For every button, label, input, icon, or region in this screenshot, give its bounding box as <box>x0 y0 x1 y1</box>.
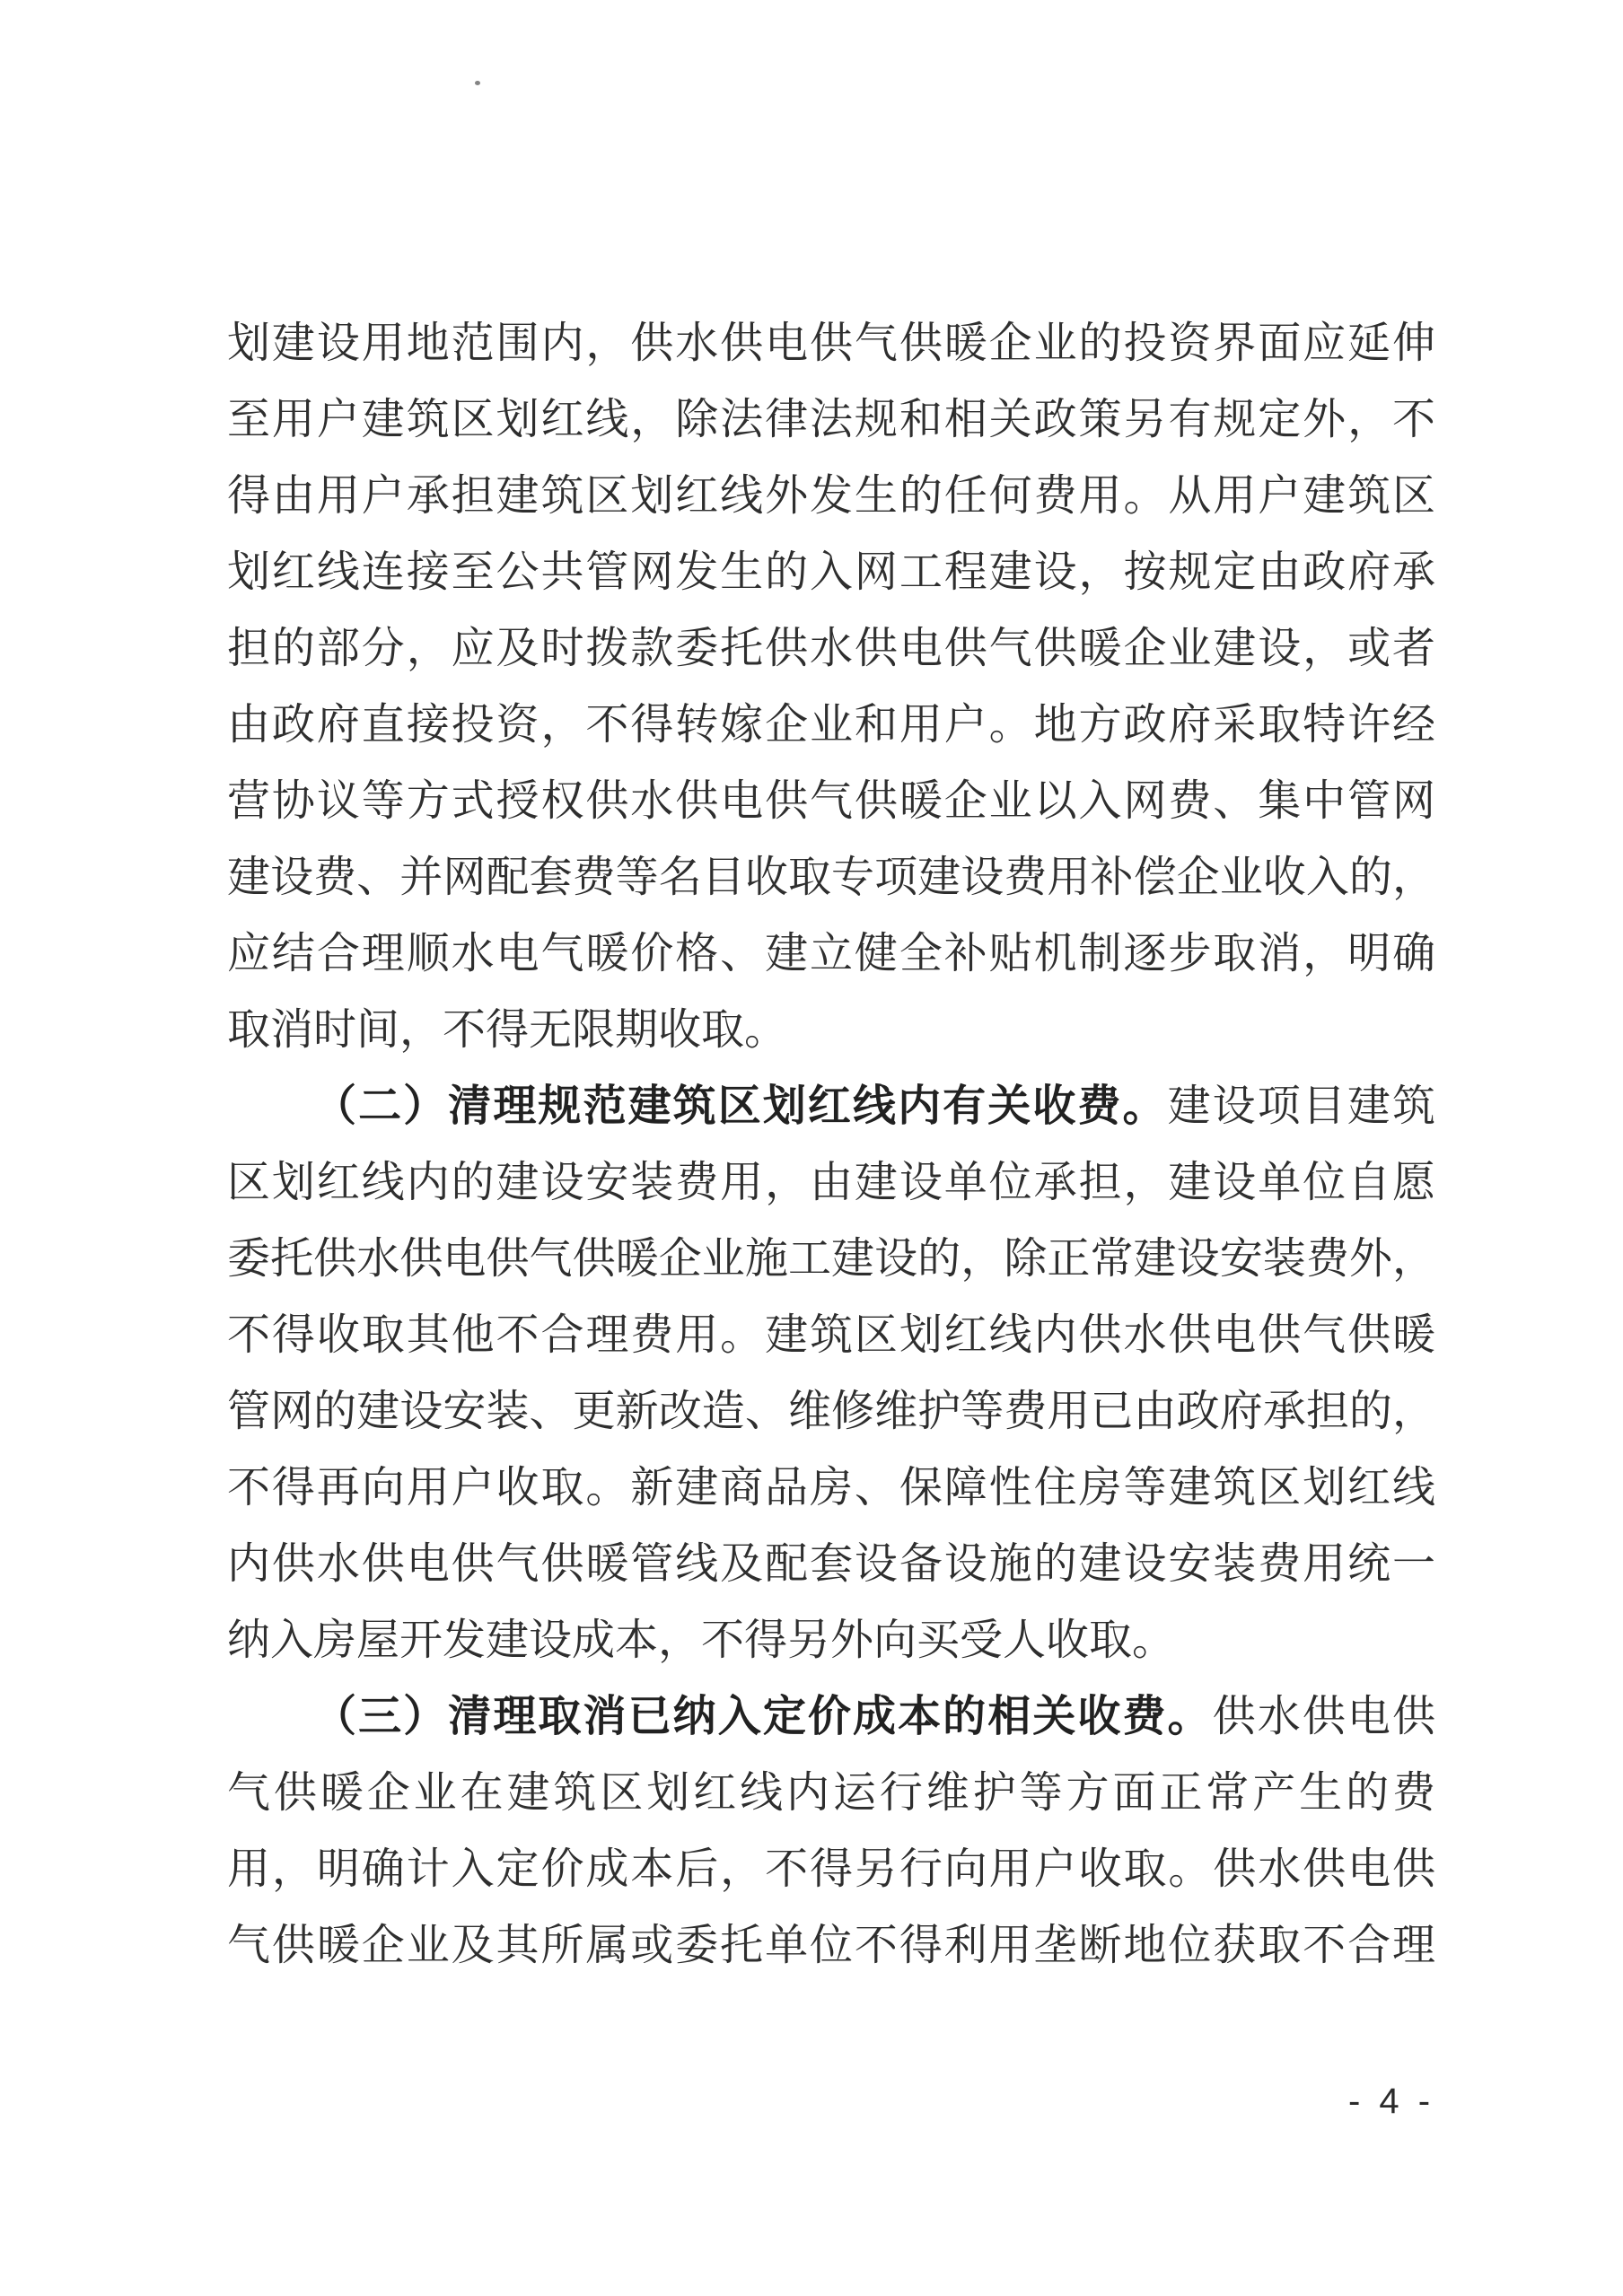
body-text-segment: 得由用户承担建筑区划红线外发生的任何费用。从用户建筑区 <box>227 472 1435 520</box>
text-line <box>227 305 1435 381</box>
body-text-segment: 担的部分，应及时拨款委托供水供电供气供暖企业建设，或者 <box>227 625 1435 672</box>
text-line <box>227 916 1435 992</box>
body-text-segment: 建设费、并网配套费等名目收取专项建设费用补偿企业收入的， <box>227 854 1435 901</box>
section-heading-segment: （三）清理取消已纳入定价成本的相关收费。 <box>313 1693 1213 1740</box>
text-line <box>227 381 1435 458</box>
text-line <box>227 1144 1435 1221</box>
body-text-segment: 区划红线内的建设安装费用，由建设单位承担，建设单位自愿 <box>227 1159 1435 1206</box>
text-line <box>227 1907 1435 1984</box>
text-line <box>227 610 1435 687</box>
body-text-segment: 气供暖企业在建筑区划红线内运行维护等方面正常产生的费 <box>227 1769 1435 1817</box>
text-line <box>227 1373 1435 1450</box>
body-text-segment: 由政府直接投资，不得转嫁企业和用户。地方政府采取特许经 <box>227 701 1435 749</box>
body-text-segment: 营协议等方式授权供水供电供气供暖企业以入网费、集中管网 <box>227 777 1435 825</box>
body-text-segment: 至用户建筑区划红线，除法律法规和相关政策另有规定外，不 <box>227 396 1435 443</box>
text-line <box>227 1602 1435 1678</box>
body-text-segment: 气供暖企业及其所属或委托单位不得利用垄断地位获取不合理 <box>227 1922 1435 1969</box>
text-line <box>227 1221 1435 1297</box>
text-line <box>227 534 1435 610</box>
body-text-segment: 不得收取其他不合理费用。建筑区划红线内供水供电供气供暖 <box>227 1311 1435 1359</box>
body-text-segment: 供水供电供 <box>1212 1693 1435 1740</box>
body-text-segment: 委托供水供电供气供暖企业施工建设的，除正常建设安装费外， <box>227 1235 1435 1283</box>
scan-speck <box>475 81 480 85</box>
body-text-segment: 建设项目建筑 <box>1167 1082 1435 1130</box>
text-line <box>227 687 1435 763</box>
text-line <box>227 763 1435 839</box>
section-heading-segment: （二）清理规范建筑区划红线内有关收费。 <box>313 1082 1168 1130</box>
body-text-segment: 划红线连接至公共管网发生的入网工程建设，按规定由政府承 <box>227 548 1435 596</box>
body-text-segment: 取消时间，不得无限期收取。 <box>227 1006 788 1054</box>
text-line <box>227 1297 1435 1373</box>
page-number: - 4 - <box>1348 2081 1435 2121</box>
body-text-segment: 内供水供电供气供暖管线及配套设备设施的建设安装费用统一 <box>227 1540 1435 1588</box>
text-line <box>227 839 1435 916</box>
body-text-segment: 纳入房屋开发建设成本，不得另外向买受人收取。 <box>227 1617 1176 1664</box>
document-body <box>227 305 1435 1984</box>
text-line <box>227 992 1435 1068</box>
text-line <box>227 1678 1435 1755</box>
body-text-segment: 不得再向用户收取。新建商品房、保障性住房等建筑区划红线 <box>227 1464 1435 1512</box>
text-line <box>227 1526 1435 1602</box>
body-text-segment: 管网的建设安装、更新改造、维修维护等费用已由政府承担的， <box>227 1388 1435 1435</box>
text-line <box>227 1450 1435 1526</box>
body-text-segment: 划建设用地范围内，供水供电供气供暖企业的投资界面应延伸 <box>227 320 1435 367</box>
text-line <box>227 1755 1435 1831</box>
text-line <box>227 458 1435 534</box>
body-text-segment: 应结合理顺水电气暖价格、建立健全补贴机制逐步取消，明确 <box>227 930 1435 977</box>
text-line <box>227 1831 1435 1907</box>
body-text-segment: 用，明确计入定价成本后，不得另行向用户收取。供水供电供 <box>227 1845 1435 1893</box>
text-line <box>227 1068 1435 1144</box>
